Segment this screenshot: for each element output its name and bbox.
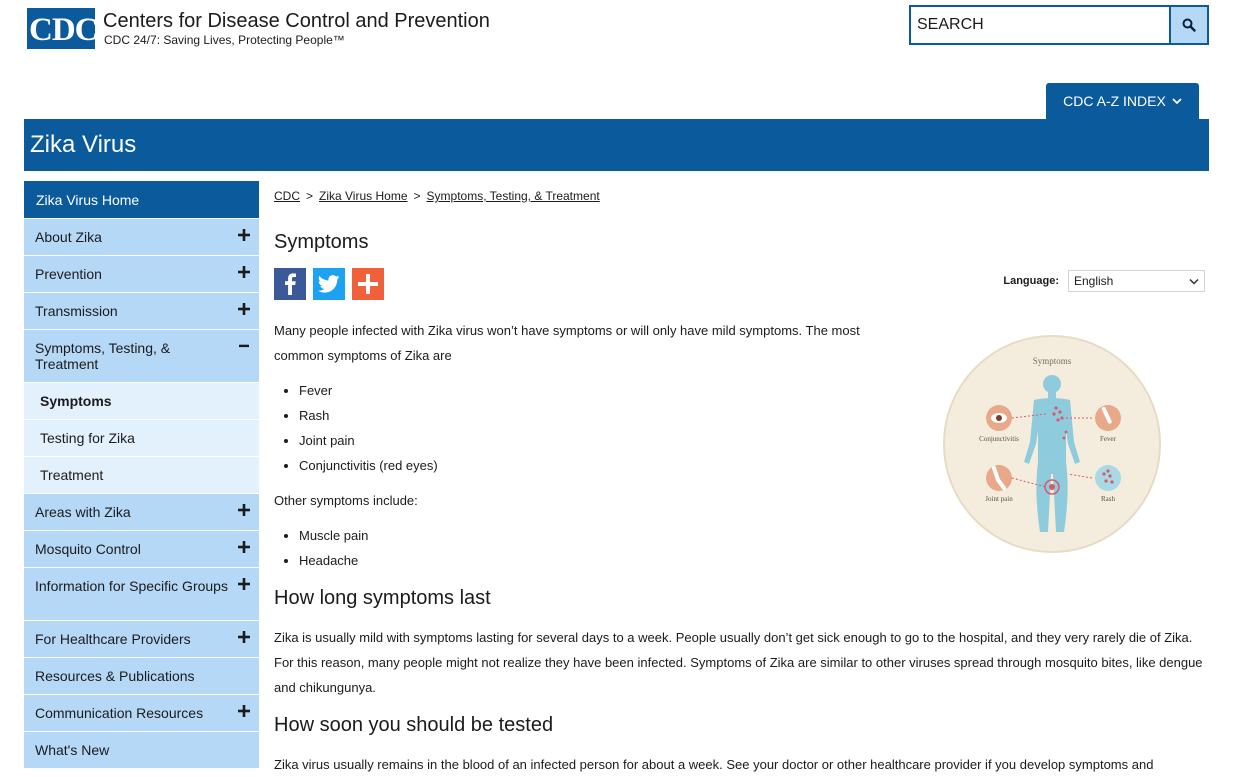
org-name[interactable]: Centers for Disease Control and Prevention: [103, 10, 490, 32]
nav-mosquito-control[interactable]: [24, 531, 259, 568]
az-index-button[interactable]: [1046, 83, 1199, 119]
heading-how-soon-tested: How soon you should be tested: [274, 714, 554, 736]
cdc-logo[interactable]: [27, 8, 490, 50]
breadcrumb-separator: >: [413, 189, 421, 203]
label-rash: Rash: [1101, 495, 1115, 503]
nav-transmission[interactable]: [24, 293, 259, 330]
search-icon: [1182, 18, 1196, 32]
nav-symptoms-testing-treatment[interactable]: [24, 330, 259, 383]
nav-resources-publications[interactable]: [24, 658, 259, 695]
label-conjunctivitis: Conjunctivitis: [979, 435, 1019, 443]
nav-label: Resources & Publications: [35, 668, 195, 684]
more-share-button[interactable]: [352, 268, 384, 300]
list-item: • Joint pain: [299, 428, 438, 453]
breadcrumb-separator: >: [306, 189, 314, 203]
list-item: • Fever: [299, 378, 438, 403]
language-value: English: [1074, 274, 1114, 288]
how-long-paragraph: Zika is usually mild with symptoms lasting for several days to a week. People usually don’t get sick enough to go to the hospital, and they very rarely die of Zika. For this reason, many people might not realize they have been infected. Symptoms of Zika are similar to other viruses spread through mosquito bites, like dengue and chikungunya.: [274, 630, 1203, 695]
nav-label: Areas with Zika: [35, 504, 131, 520]
nav-communication-resources[interactable]: [24, 695, 259, 732]
other-symptoms-label: Other symptoms include:: [274, 493, 418, 508]
nav-prevention[interactable]: [24, 256, 259, 293]
site-title-bar: [24, 119, 1209, 171]
list-item: • Conjunctivitis (red eyes): [299, 453, 438, 478]
search-bar: [909, 5, 1209, 45]
tagline: CDC 24/7: Saving Lives, Protecting People™: [104, 33, 345, 47]
plus-icon[interactable]: [238, 631, 250, 643]
nav-about-zika[interactable]: [24, 219, 259, 256]
label-fever: Fever: [1100, 435, 1116, 443]
facebook-icon: [283, 273, 297, 295]
nav-label: About Zika: [35, 229, 102, 245]
chevron-down-icon: [1172, 97, 1182, 105]
symptoms-infographic: [942, 334, 1162, 554]
plus-icon[interactable]: [238, 229, 250, 241]
minus-icon[interactable]: [238, 340, 250, 352]
plus-icon[interactable]: [238, 578, 250, 590]
language-label: Language:: [1003, 275, 1059, 287]
nav-whats-new[interactable]: [24, 732, 259, 769]
left-nav: [24, 181, 259, 769]
plus-icon[interactable]: [238, 705, 250, 717]
plus-icon[interactable]: [238, 303, 250, 315]
infographic-title: Symptoms: [1032, 356, 1072, 366]
facebook-share-button[interactable]: [274, 268, 306, 300]
nav-label: Mosquito Control: [35, 541, 141, 557]
eye-pupil: [996, 415, 1002, 421]
nav-label: Communication Resources: [35, 705, 204, 721]
list-item: • Headache: [299, 548, 368, 573]
nav-label: Transmission: [35, 303, 118, 319]
nav-healthcare-providers[interactable]: [24, 621, 259, 658]
nav-label: Symptoms, Testing, & Treatment: [35, 340, 171, 372]
nav-sub-symptoms[interactable]: Symptoms: [24, 383, 259, 420]
joint-highlight-core: [1049, 484, 1055, 490]
page-title: Symptoms: [274, 231, 369, 253]
breadcrumb-current[interactable]: Symptoms, Testing, & Treatment: [426, 189, 600, 203]
search-input[interactable]: [911, 7, 1169, 43]
nav-zika-home[interactable]: Zika Virus Home: [24, 181, 259, 219]
az-index-label: CDC A-Z INDEX: [1063, 93, 1166, 109]
label-joint-pain: Joint pain: [985, 495, 1013, 503]
tested-paragraph: Zika virus usually remains in the blood of an infected person for about a week. See your doctor or other healthcare provider if you develop symptoms and: [274, 757, 1154, 772]
social-share-bar: [274, 268, 384, 300]
nav-label: What's New: [35, 742, 110, 758]
site-title[interactable]: Zika Virus: [30, 131, 137, 158]
breadcrumb: [274, 189, 600, 203]
common-symptoms-list: [274, 378, 438, 478]
nav-sub-testing[interactable]: Testing for Zika: [24, 420, 259, 457]
twitter-share-button[interactable]: [313, 268, 345, 300]
twitter-icon: [318, 275, 340, 293]
list-item: • Rash: [299, 403, 438, 428]
cdc-logo-mark[interactable]: CDC: [27, 8, 95, 49]
rash-icon: [1095, 465, 1121, 491]
nav-label: For Healthcare Providers: [35, 631, 191, 647]
list-item: • Muscle pain: [299, 523, 368, 548]
nav-label: Information for Specific Groups: [35, 578, 228, 594]
intro-paragraph: Many people infected with Zika virus won’t have symptoms or will only have mild symptoms. The most common symptoms of Zika are: [274, 323, 860, 363]
plus-icon[interactable]: [238, 266, 250, 278]
nav-label: Prevention: [35, 266, 102, 282]
heading-how-long: How long symptoms last: [274, 587, 491, 609]
language-select[interactable]: [1068, 270, 1205, 292]
chevron-down-icon: [1189, 278, 1199, 285]
breadcrumb-zika-home[interactable]: Zika Virus Home: [319, 189, 408, 203]
nav-areas-with-zika[interactable]: [24, 494, 259, 531]
breadcrumb-cdc[interactable]: CDC: [274, 189, 300, 203]
plus-icon[interactable]: [238, 504, 250, 516]
search-button[interactable]: [1169, 7, 1207, 43]
nav-sub-treatment[interactable]: Treatment: [24, 457, 259, 494]
plus-icon: [358, 274, 378, 294]
other-symptoms-list: [274, 523, 368, 573]
plus-icon[interactable]: [238, 541, 250, 553]
nav-specific-groups[interactable]: [24, 568, 259, 621]
language-selector: [1003, 270, 1205, 292]
